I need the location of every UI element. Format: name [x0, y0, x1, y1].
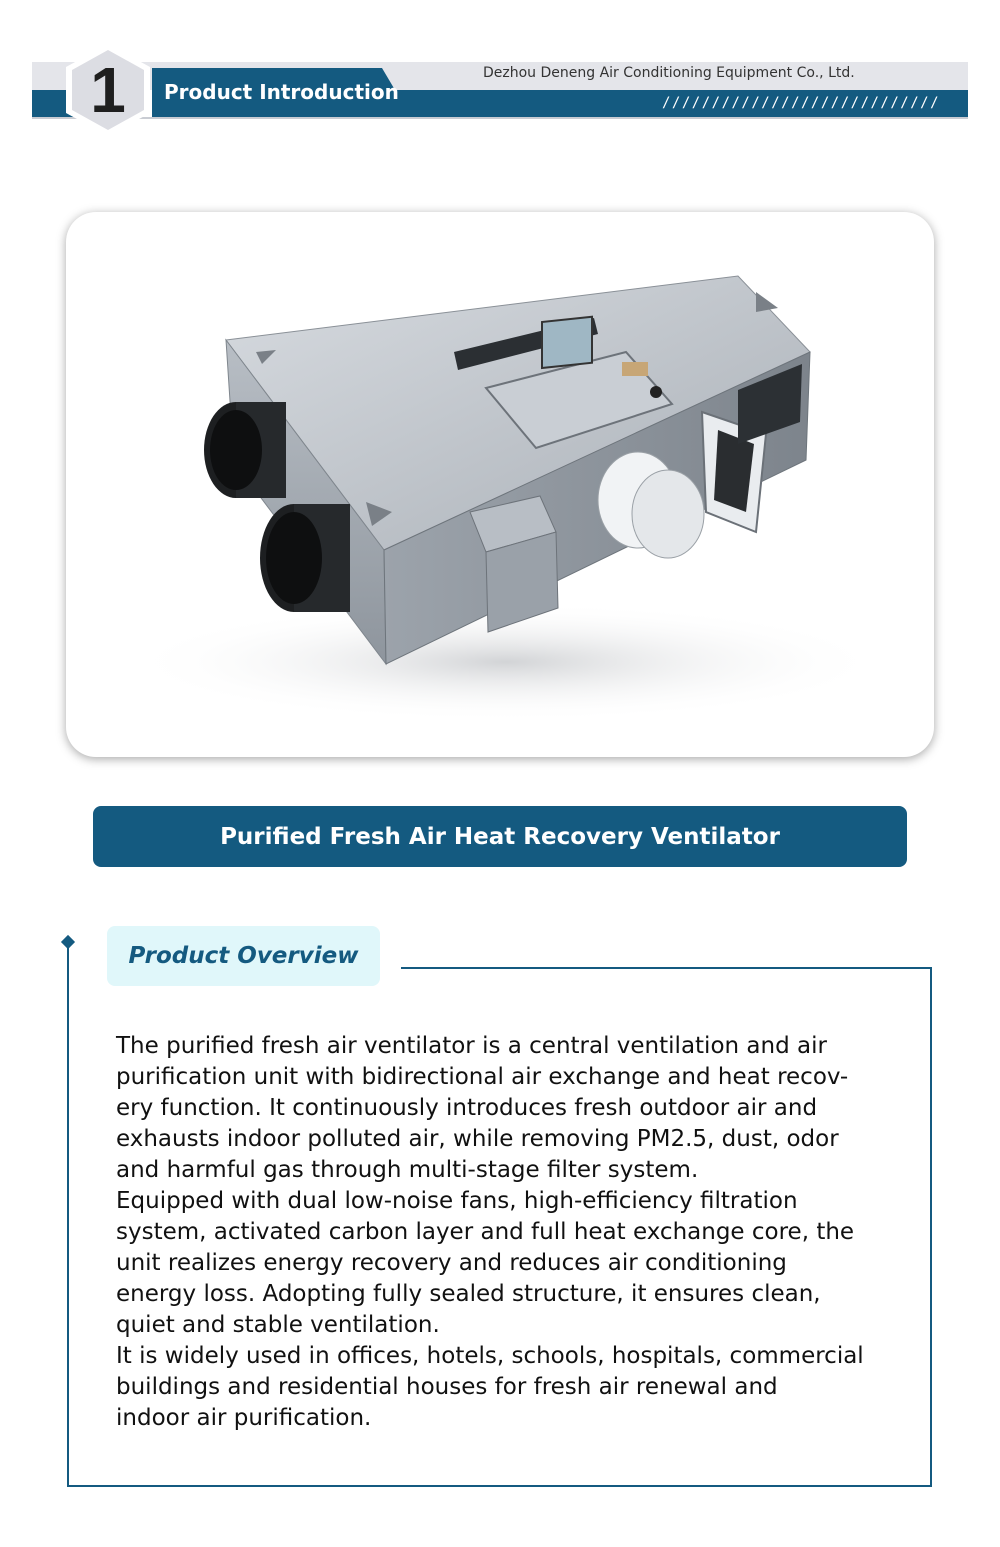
overview-line: system, activated carbon layer and full heat exchange core, the — [116, 1219, 855, 1245]
overview-body — [116, 1031, 896, 1434]
product-title-bar — [93, 806, 907, 867]
overview-label-box — [107, 926, 380, 986]
frame-left-line — [67, 946, 69, 1487]
section-title: Product Introduction — [164, 80, 399, 104]
section-header — [0, 0, 1000, 150]
header-underline — [32, 117, 968, 119]
ventilator-unit-illustration — [66, 212, 934, 757]
section-number: 1 — [90, 54, 126, 126]
slash-decoration: //////////////////////////// — [662, 95, 941, 111]
frame-top-line — [401, 967, 932, 969]
overview-line: buildings and residential houses for fresh air renewal and — [116, 1374, 778, 1400]
frame-bottom-line — [67, 1485, 932, 1487]
overview-line: quiet and stable ventilation. — [116, 1312, 440, 1338]
company-name: Dezhou Deneng Air Conditioning Equipment Co., Ltd. — [483, 65, 855, 81]
product-photo-card — [66, 212, 934, 757]
overview-line: energy loss. Adopting fully sealed structure, it ensures clean, — [116, 1281, 821, 1307]
overview-line: and harmful gas through multi-stage filter system. — [116, 1157, 699, 1183]
overview-line: exhausts indoor polluted air, while removing PM2.5, dust, odor — [116, 1126, 839, 1152]
product-title: Purified Fresh Air Heat Recovery Ventilator — [220, 823, 780, 850]
duct-collar-lower — [260, 504, 350, 612]
overview-line: indoor air purification. — [116, 1405, 372, 1431]
overview-line: It is widely used in offices, hotels, schools, hospitals, commercial — [116, 1343, 864, 1369]
overview-heading: Product Overview — [128, 943, 359, 969]
overview-line: Equipped with dual low-noise fans, high-efficiency filtration — [116, 1188, 798, 1214]
frame-right-line — [930, 967, 932, 1487]
overview-line: ery function. It continuously introduces fresh outdoor air and — [116, 1095, 818, 1121]
overview-line: purification unit with bidirectional air exchange and heat recov- — [116, 1064, 849, 1090]
duct-collar-upper — [204, 402, 286, 498]
overview-line: The purified fresh air ventilator is a central ventilation and air — [116, 1033, 827, 1059]
overview-line: unit realizes energy recovery and reduces air conditioning — [116, 1250, 787, 1276]
